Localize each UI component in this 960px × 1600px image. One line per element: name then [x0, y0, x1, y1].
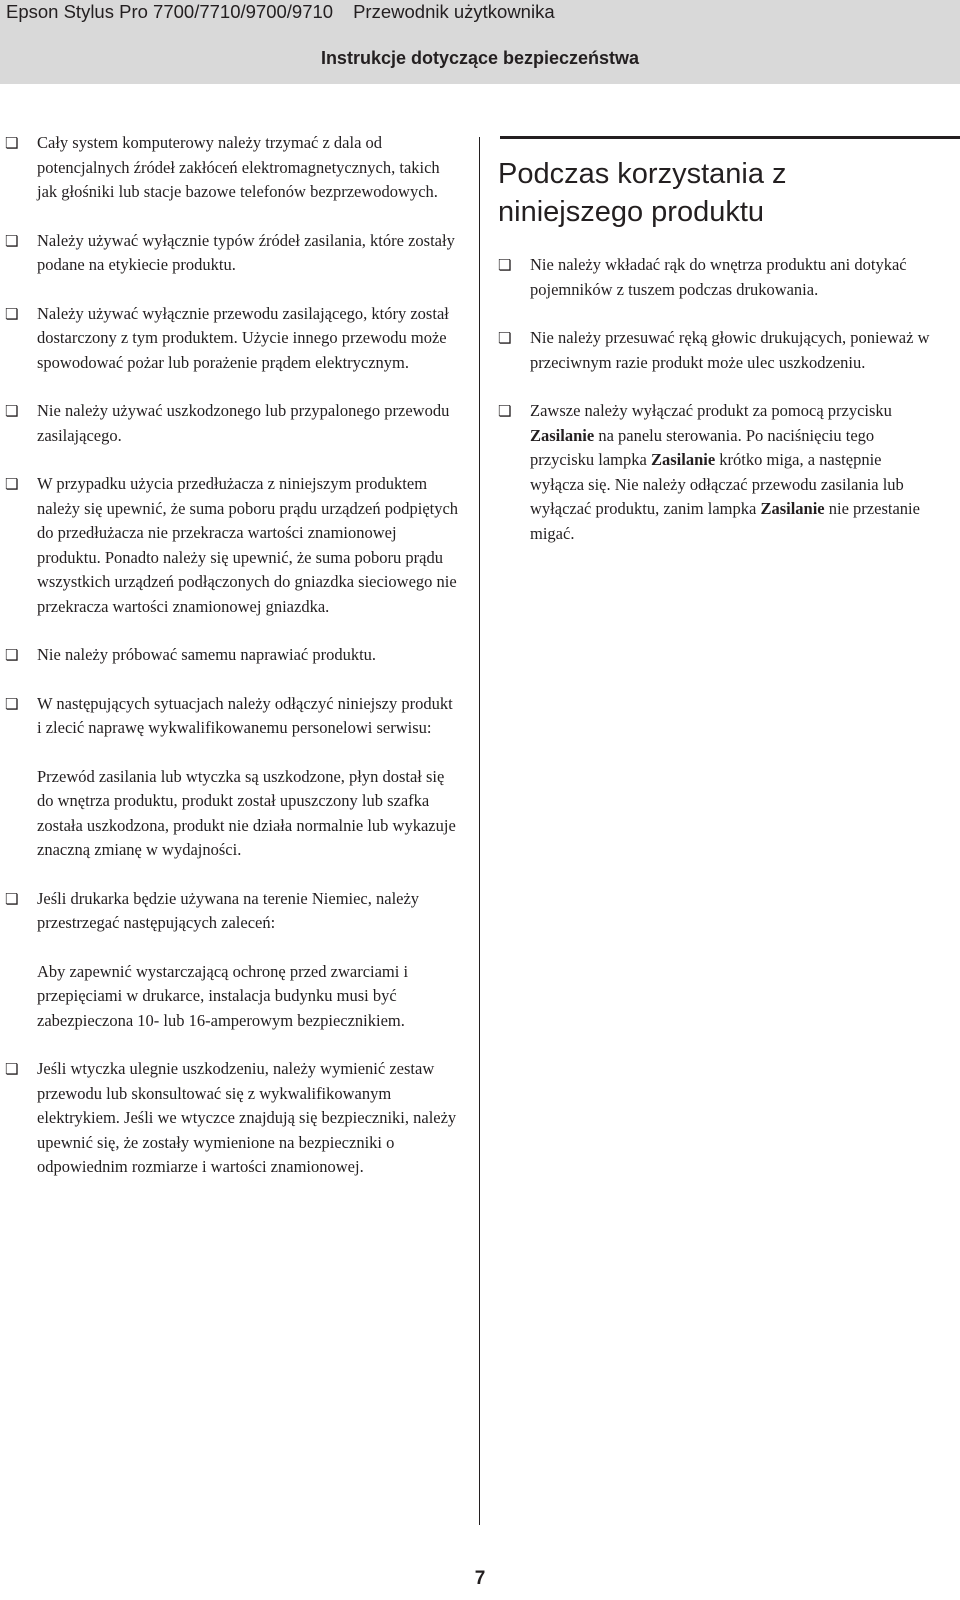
text-run: na panelu sterowania. Po naciśnięciu tego przycisku lampka	[530, 425, 875, 469]
checkbox-bullet-icon: ❏	[5, 402, 19, 420]
checkbox-bullet-icon: ❏	[5, 304, 19, 323]
list-item	[498, 326, 938, 375]
page-number: 7	[474, 1568, 486, 1589]
list-item-text	[530, 253, 938, 302]
text-run: krótko miga, a następnie wyłącza się. Nie należy odłączać przewodu zasilania lub wyłączać produktu, zanim lampka	[530, 450, 904, 518]
checkbox-bullet-icon: ❏	[5, 475, 19, 493]
left-column	[5, 131, 460, 1204]
checkbox-bullet-icon: ❏	[498, 402, 512, 420]
checkbox-bullet-icon: ❏	[5, 694, 19, 713]
text-run: nie przestanie migać.	[530, 499, 920, 543]
list-item	[5, 229, 460, 278]
product-name: Epson Stylus Pro 7700/7710/9700/9710	[6, 1, 334, 22]
list-item	[5, 1057, 460, 1180]
header-title	[6, 1, 555, 23]
text-run: Nie należy przesuwać ręką głowic drukujących, ponieważ w przeciwnym razie produkt może ulec uszkodzeniu.	[530, 328, 930, 372]
checkbox-bullet-icon: ❏	[5, 231, 19, 250]
checkbox-bullet-icon: ❏	[498, 329, 512, 347]
checkbox-bullet-icon: ❏	[5, 889, 19, 908]
list-item	[5, 643, 460, 668]
list-item-text: W przypadku użycia przedłużacza z niniejszym produktem należy się upewnić, że suma poboru prądu urządzeń podpiętych do przedłużacza nie przekracza wartości znamionowej produktu. Ponadto należy się upewnić, że suma poboru prądu wszystkich urządzeń podłączonych do gniazdka sieciowego nie przekracza wartości znamionowej gniazdka.	[37, 474, 459, 616]
section-heading: Podczas korzystania z niniejszego produktu	[498, 158, 787, 228]
list-item-text: Należy używać wyłącznie typów źródeł zasilania, które zostały podane na etykiecie produktu.	[37, 230, 455, 274]
list-item	[5, 887, 460, 936]
button-name: Zasilanie	[650, 450, 716, 469]
checkbox-bullet-icon: ❏	[5, 134, 19, 152]
list-item-text: Jeśli wtyczka ulegnie uszkodzeniu, należy wymienić zestaw przewodu lub skonsultować się z wykwalifikowanym elektrykiem. Jeśli we wtyczce znajdują się bezpieczniki, należy upewnić się, że zostały wymienione na bezpieczniki o odpowiednim rozmiarze i wartości znamionowej.	[37, 1059, 457, 1176]
list-item-text	[530, 399, 938, 546]
list-item-text: Należy używać wyłącznie przewodu zasilającego, który został dostarczony z tym produktem. Użycie innego przewodu może spowodować pożar lub porażenie prądem elektrycznym.	[37, 303, 449, 372]
checkbox-bullet-icon: ❏	[498, 256, 512, 274]
list-item-subtext: Przewód zasilania lub wtyczka są uszkodzone, płyn dostał się do wnętrza produktu, produkt został upuszczony lub szafka została uszkodzona, produkt nie działa normalnie lub wykazuje znaczną zmianę w wydajności.	[37, 766, 456, 859]
list-item-subtext: Aby zapewnić wystarczającą ochronę przed zwarciami i przepięciami w drukarce, instalacja budynku musi być zabezpieczona 10- lub 16-amperowym bezpiecznikiem.	[37, 961, 409, 1030]
list-item-text: W następujących sytuacjach należy odłączyć niniejszy produkt i zlecić naprawę wykwalifikowanemu personelowi serwisu:	[37, 693, 453, 737]
button-name: Zasilanie	[760, 499, 825, 518]
list-item-text: Cały system komputerowy należy trzymać z dala od potencjalnych źródeł zakłóceń elektromagnetycznych, takich jak głośniki lub stacje bazowe telefonów bezprzewodowych.	[37, 133, 440, 201]
section-header: Instrukcje dotyczące bezpieczeństwa	[320, 48, 640, 68]
right-column	[498, 155, 938, 570]
list-item	[5, 472, 460, 619]
button-name: Zasilanie	[530, 425, 595, 445]
section-top-rule	[500, 136, 960, 139]
list-item	[5, 302, 460, 376]
column-divider	[479, 137, 480, 1525]
list-item-text: Nie należy używać uszkodzonego lub przypalonego przewodu zasilającego.	[37, 401, 450, 445]
checkbox-bullet-icon: ❏	[5, 1060, 19, 1078]
text-run: Zawsze należy wyłączać produkt za pomocą przycisku	[530, 401, 892, 420]
list-item-text	[530, 326, 938, 375]
right-item-list	[498, 253, 938, 546]
list-item	[5, 692, 460, 741]
list-item-text: Jeśli drukarka będzie używana na terenie Niemiec, należy przestrzegać następujących zaleceń:	[37, 888, 420, 932]
list-item	[498, 399, 938, 546]
list-item	[5, 399, 460, 448]
list-item	[5, 131, 460, 205]
checkbox-bullet-icon: ❏	[5, 646, 19, 664]
page-header	[0, 0, 960, 84]
text-run: Nie należy wkładać rąk do wnętrza produktu ani dotykać pojemników z tuszem podczas drukowania.	[530, 255, 907, 299]
guide-name: Przewodnik użytkownika	[353, 1, 555, 22]
list-item	[498, 253, 938, 302]
list-item-text: Nie należy próbować samemu naprawiać produktu.	[37, 645, 377, 664]
